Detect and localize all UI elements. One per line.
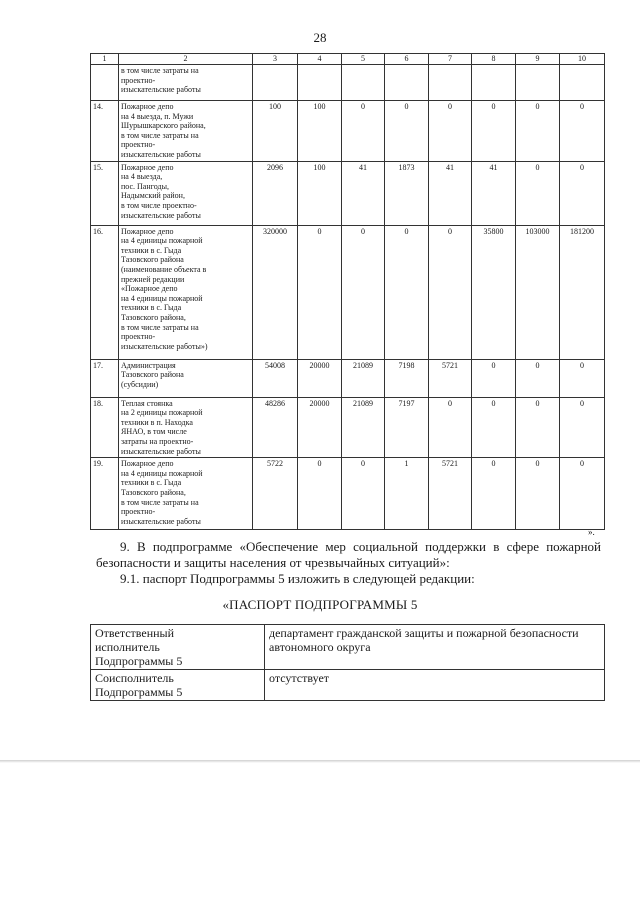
row-number: 15. — [91, 161, 119, 225]
funding-table — [90, 53, 605, 530]
value-cell: 0 — [516, 161, 560, 225]
header-cell: 1 — [91, 54, 119, 65]
value-cell: 0 — [516, 101, 560, 162]
object-name: в том числе затраты на проектно- изыскательские работы — [119, 65, 253, 101]
value-cell: 0 — [560, 397, 605, 458]
value-cell: 41 — [342, 161, 385, 225]
value-cell: 2096 — [253, 161, 298, 225]
row-number: 17. — [91, 359, 119, 397]
row-number: 18. — [91, 397, 119, 458]
page-edge — [0, 760, 640, 763]
value-cell: 41 — [429, 161, 472, 225]
value-cell: 0 — [560, 161, 605, 225]
row-number: 16. — [91, 225, 119, 359]
object-name: Пожарное депо на 4 выезда, пос. Пангоды, Надымский район, в том числе проектно- изыскательские работы — [119, 161, 253, 225]
value-cell: 1 — [385, 458, 429, 530]
value-cell: 54008 — [253, 359, 298, 397]
value-cell: 0 — [516, 397, 560, 458]
value-cell: 0 — [342, 101, 385, 162]
row-number — [91, 65, 119, 101]
value-cell: 5722 — [253, 458, 298, 530]
value-cell: 0 — [560, 101, 605, 162]
value-cell: 5721 — [429, 359, 472, 397]
value-cell: 41 — [472, 161, 516, 225]
paragraph-9: 9. В подпрограмме «Обеспечение мер социальной поддержки в сфере пожарной безопасности и защиты населения от чрезвычайных ситуаций»: — [96, 539, 601, 570]
header-cell: 3 — [253, 54, 298, 65]
passport-row — [91, 625, 605, 670]
value-cell — [560, 65, 605, 101]
value-cell: 0 — [472, 397, 516, 458]
value-cell: 0 — [560, 458, 605, 530]
value-cell: 100 — [298, 161, 342, 225]
value-cell: 5721 — [429, 458, 472, 530]
value-cell: 35800 — [472, 225, 516, 359]
header-cell: 7 — [429, 54, 472, 65]
value-cell: 7198 — [385, 359, 429, 397]
value-cell — [342, 65, 385, 101]
value-cell: 0 — [298, 458, 342, 530]
value-cell: 320000 — [253, 225, 298, 359]
object-name: Теплая стоянка на 2 единицы пожарной техники в п. Находка ЯНАО, в том числе затраты на проектно- изыскательские работы — [119, 397, 253, 458]
table-row — [91, 458, 605, 530]
passport-value: департамент гражданской защиты и пожарной безопасности автономного округа — [265, 625, 605, 670]
passport-body — [91, 625, 605, 701]
object-name: Пожарное депо на 4 единицы пожарной техники в с. Гыда Тазовского района (наименование объекта в прежней редакции «Пожарное депо на 4 единицы пожарной техники в с. Гыда Тазовского района, в том числе затраты на проектно- изыскательские работы») — [119, 225, 253, 359]
object-name: Пожарное депо на 4 единицы пожарной техники в с. Гыда Тазовского района, в том числе затраты на проектно- изыскательские работы — [119, 458, 253, 530]
value-cell: 0 — [385, 225, 429, 359]
page-number: 28 — [313, 30, 327, 45]
table-body — [91, 54, 605, 530]
value-cell: 7197 — [385, 397, 429, 458]
header-cell: 6 — [385, 54, 429, 65]
table-row — [91, 65, 605, 101]
table-row — [91, 161, 605, 225]
value-cell — [298, 65, 342, 101]
value-cell — [516, 65, 560, 101]
value-cell: 0 — [560, 359, 605, 397]
value-cell: 0 — [472, 458, 516, 530]
value-cell: 103000 — [516, 225, 560, 359]
header-cell: 10 — [560, 54, 605, 65]
passport-row — [91, 670, 605, 701]
value-cell: 0 — [429, 397, 472, 458]
value-cell: 100 — [253, 101, 298, 162]
value-cell: 100 — [298, 101, 342, 162]
table-row — [91, 397, 605, 458]
value-cell: 0 — [342, 458, 385, 530]
value-cell: 0 — [516, 359, 560, 397]
row-number: 19. — [91, 458, 119, 530]
value-cell: 48286 — [253, 397, 298, 458]
value-cell: 181200 — [560, 225, 605, 359]
header-cell: 2 — [119, 54, 253, 65]
table-row — [91, 225, 605, 359]
passport-title: «ПАСПОРТ ПОДПРОГРАММЫ 5 — [222, 597, 418, 612]
value-cell: 21089 — [342, 359, 385, 397]
paragraph-9-1: 9.1. паспорт Подпрограммы 5 изложить в следующей редакции: — [120, 571, 475, 586]
value-cell: 0 — [385, 101, 429, 162]
table-row — [91, 101, 605, 162]
value-cell: 0 — [516, 458, 560, 530]
value-cell — [429, 65, 472, 101]
passport-label: Ответственный исполнитель Подпрограммы 5 — [91, 625, 265, 670]
header-cell: 8 — [472, 54, 516, 65]
value-cell — [385, 65, 429, 101]
value-cell: 1873 — [385, 161, 429, 225]
header-cell: 4 — [298, 54, 342, 65]
value-cell — [472, 65, 516, 101]
value-cell: 0 — [342, 225, 385, 359]
value-cell: 0 — [298, 225, 342, 359]
value-cell: 20000 — [298, 397, 342, 458]
value-cell: 0 — [429, 101, 472, 162]
value-cell: 0 — [472, 101, 516, 162]
value-cell: 0 — [429, 225, 472, 359]
object-name: Пожарное депо на 4 выезда, п. Мужи Шурышкарского района, в том числе затраты на проектно- изыскательские работы — [119, 101, 253, 162]
passport-label: Соисполнитель Подпрограммы 5 — [91, 670, 265, 701]
closing-quote-mark: ». — [588, 527, 595, 537]
passport-table — [90, 624, 605, 701]
row-number: 14. — [91, 101, 119, 162]
value-cell: 21089 — [342, 397, 385, 458]
value-cell: 0 — [472, 359, 516, 397]
table-header-row — [91, 54, 605, 65]
header-cell: 5 — [342, 54, 385, 65]
header-cell: 9 — [516, 54, 560, 65]
table-row — [91, 359, 605, 397]
passport-value: отсутствует — [265, 670, 605, 701]
object-name: Администрация Тазовского района (субсидии) — [119, 359, 253, 397]
value-cell — [253, 65, 298, 101]
value-cell: 20000 — [298, 359, 342, 397]
